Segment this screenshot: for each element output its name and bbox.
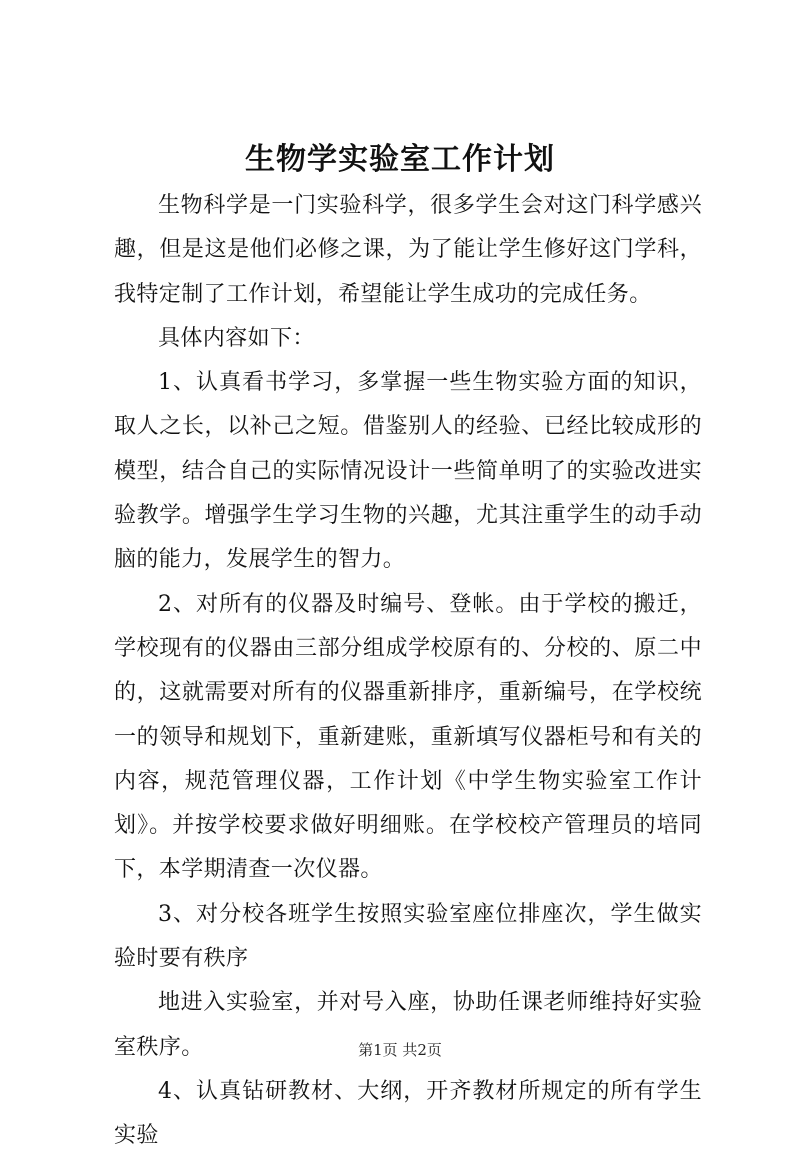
paragraph-item-2: 2、对所有的仪器及时编号、登帐。由于学校的搬迁，学校现有的仪器由三部分组成学校原有的、分校的、原二中的，这就需要对所有的仪器重新排序，重新编号，在学校统一的领导和规划下，重新建账，重新填写仪器柜号和有关的内容，规范管理仪器，工作计划《中学生物实验室工作计划》。并按学校要求做好明细账。在学校校产管理员的培同下，本学期清查一次仪器。 [114, 591, 702, 883]
paragraph-item-1: 1、认真看书学习，多掌握一些生物实验方面的知识，取人之长，以补己之短。借鉴别人的经验、已经比较成形的模型，结合自己的实际情况设计一些简单明了的实验改进实验教学。增强学生学习生物的兴趣，尤其注重学生的动手动脑的能力，发展学生的智力。 [114, 370, 702, 573]
document-title: 生物学实验室工作计划 [245, 142, 555, 177]
paragraph-intro: 生物科学是一门实验科学，很多学生会对这门科学感兴趣，但是这是他们必修之课，为了能让学生修好这门学科，我特定制了工作计划，希望能让学生成功的完成任务。 [114, 193, 702, 307]
paragraph-content-heading: 具体内容如下： [158, 325, 315, 351]
paragraph-item-3: 3、对分校各班学生按照实验室座位排座次，学生做实验时要有秩序 [114, 901, 702, 972]
paragraph-item-3-continued: 地进入实验室，并对号入座，协助任课老师维持好实验室秩序。 [114, 990, 702, 1060]
document-body [114, 184, 702, 1159]
page-footer: 第1页 共2页 [358, 1041, 442, 1059]
paragraph-item-4: 4、认真钻研教材、大纲，开齐教材所规定的所有学生实验 [114, 1078, 702, 1149]
